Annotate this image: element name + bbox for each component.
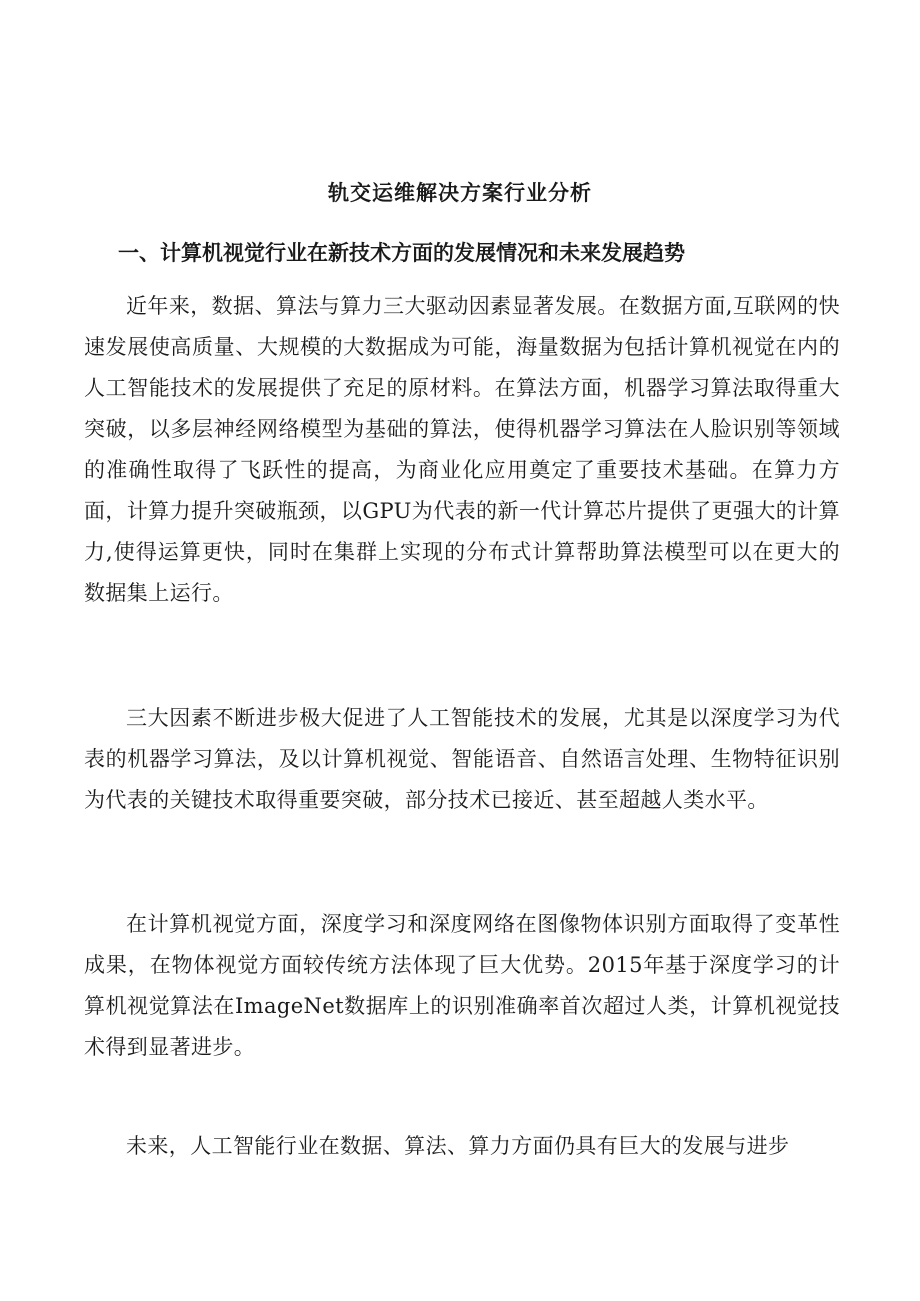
document-title: 轨交运维解决方案行业分析 [328, 180, 592, 205]
paragraph: 在计算机视觉方面，深度学习和深度网络在图像物体识别方面取得了变革性成果，在物体视觉方面较传统方法体现了巨大优势。2015年基于深度学习的计算机视觉算法在ImageNet数据库上的识别准确率首次超过人类，计算机视觉技术得到显著进步。 [84, 912, 840, 1059]
paragraph: 近年来，数据、算法与算力三大驱动因素显著发展。在数据方面,互联网的快速发展使高质量、大规模的大数据成为可能，海量数据为包括计算机视觉在内的人工智能技术的发展提供了充足的原材料。在算法方面，机器学习算法取得重大突破，以多层神经网络模型为基础的算法，使得机器学习算法在人脸识别等领域的准确性取得了飞跃性的提高，为商业化应用奠定了重要技术基础。在算力方面，计算力提升突破瓶颈，以GPU为代表的新一代计算芯片提供了更强大的计算力,使得运算更快，同时在集群上实现的分布式计算帮助算法模型可以在更大的数据集上运行。 [84, 294, 840, 605]
paragraph: 三大因素不断进步极大促进了人工智能技术的发展，尤其是以深度学习为代表的机器学习算法，及以计算机视觉、智能语音、自然语言处理、生物特征识别为代表的关键技术取得重要突破，部分技术已接近、甚至超越人类水平。 [84, 706, 840, 812]
section-heading: 一、计算机视觉行业在新技术方面的发展情况和未来发展趋势 [118, 240, 685, 265]
paragraph: 未来，人工智能行业在数据、算法、算力方面仍具有巨大的发展与进步 [126, 1134, 790, 1158]
